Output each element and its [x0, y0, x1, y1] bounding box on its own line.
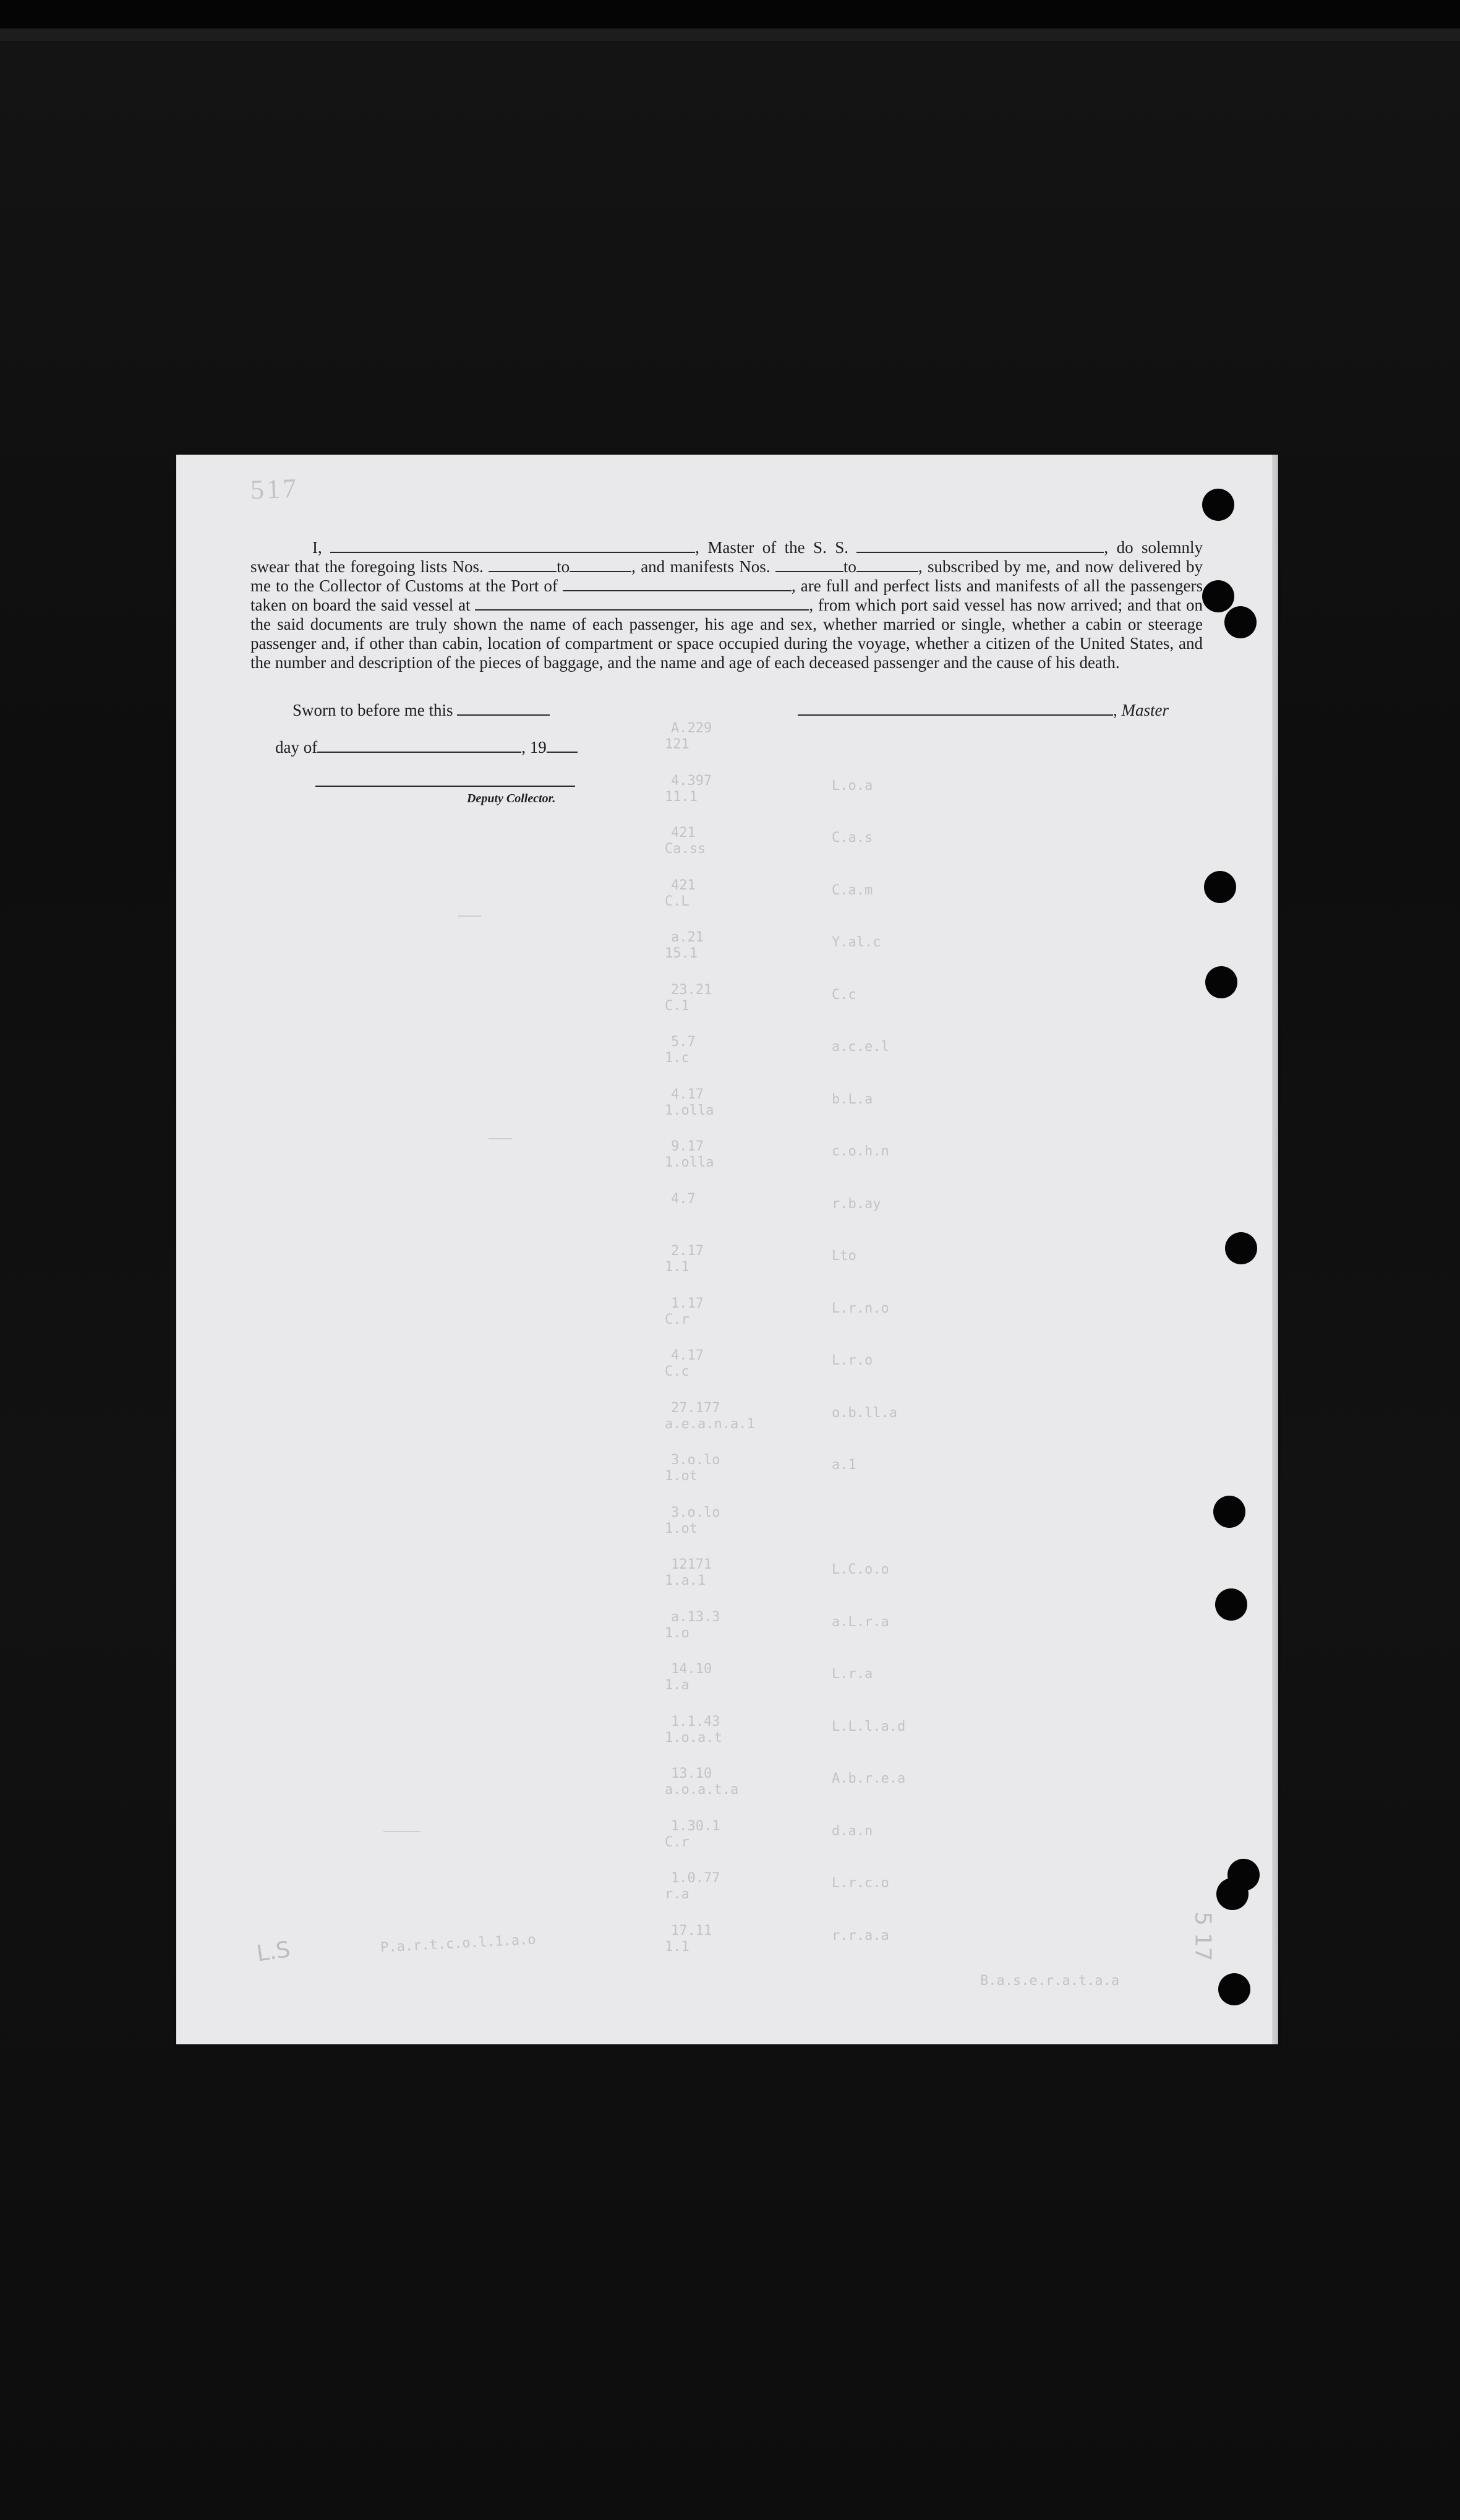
- punch-hole: [1215, 1588, 1247, 1621]
- bleed-row-subtext: a.e.a.n.a.1: [665, 1416, 755, 1432]
- bleed-label-bottom-right: B.a.s.e.r.a.t.a.a: [980, 1973, 1120, 1989]
- bleed-row-label: c.o.h.n: [832, 1144, 889, 1159]
- bleed-row-subtext: 121: [665, 737, 689, 752]
- bleed-row-number: 4.17: [671, 1087, 704, 1102]
- bleed-row-label: r.b.ay: [832, 1196, 881, 1212]
- bleed-row-label: a.c.e.l: [832, 1039, 889, 1055]
- oath-master-of: , Master of the S. S.: [695, 538, 848, 557]
- punch-hole: [1213, 1496, 1245, 1528]
- bleed-stamp-right: 5 17: [1190, 1911, 1216, 1961]
- master-label: , Master: [1113, 701, 1169, 719]
- bleed-row-number: 5.7: [671, 1034, 696, 1050]
- bleed-row-number: A.229: [671, 721, 712, 736]
- bleed-row-subtext: 1.c: [665, 1050, 689, 1066]
- bleed-row-number: 9.17: [671, 1139, 704, 1154]
- bleed-row-label: L.r.c.o: [832, 1875, 889, 1891]
- punch-hole: [1204, 871, 1236, 903]
- oath-rest: , from which port said vessel has now arrived; and that on the said documents are truly shown the name of each passenger, his age and sex, whether married or single, whether a cabin or steerage passenger and, if other than cabin, location of compartment or space occupied during the voyage, whether a citizen of the United States, and the number and description of the pieces of baggage, and the name and age of each deceased passenger and the cause of his death.: [250, 596, 1203, 672]
- bleed-row-label: Y.al.c: [832, 935, 881, 950]
- bleed-row-number: 2.17: [671, 1243, 704, 1259]
- punch-hole: [1202, 580, 1234, 612]
- bleed-row-subtext: 1.o: [665, 1626, 689, 1641]
- bleed-row-number: 13.10: [671, 1766, 712, 1781]
- punch-hole: [1224, 606, 1257, 638]
- bleed-row-label: L.L.l.a.d: [832, 1719, 906, 1734]
- list-from-blank: [489, 557, 557, 572]
- bleed-row-number: 4.17: [671, 1348, 704, 1363]
- bleed-row-subtext: 1.a: [665, 1678, 689, 1693]
- manifest-from-blank: [775, 557, 843, 572]
- bleed-row-number: 27.177: [671, 1400, 720, 1416]
- bleed-row-number: 3.o.lo: [671, 1505, 720, 1520]
- bleed-row-number: 421: [671, 825, 696, 841]
- punch-hole: [1225, 1232, 1257, 1264]
- port-blank: [563, 576, 792, 591]
- bleed-row-number: 1.0.77: [671, 1871, 720, 1886]
- oath-full-perfect: , are full and perfect lists and manifests of all the passengers taken on board the said vessel at: [250, 576, 1203, 614]
- bleed-row-subtext: 1.olla: [665, 1155, 714, 1170]
- bleed-row-number: 4.7: [671, 1191, 696, 1207]
- bleed-row-number: 421: [671, 878, 696, 893]
- document-page: [176, 455, 1278, 2044]
- stray-dash: [383, 1831, 420, 1832]
- bleed-row-label: o.b.ll.a: [832, 1405, 897, 1421]
- bleed-row-subtext: 11.1: [665, 789, 698, 805]
- bleed-row-label: L.r.n.o: [832, 1301, 889, 1316]
- oath-to-1: to: [557, 557, 570, 576]
- deputy-signature-line: [315, 786, 575, 787]
- punch-hole: [1205, 966, 1237, 998]
- punch-hole: [1218, 1973, 1250, 2005]
- bleed-row-subtext: C.c: [665, 1364, 689, 1379]
- bleed-row-label: A.b.r.e.a: [832, 1771, 906, 1786]
- punch-hole: [1202, 489, 1234, 521]
- sworn-row: [292, 701, 550, 720]
- sworn-date-blank: [457, 701, 550, 716]
- oath-and-manifests: , and manifests Nos.: [631, 557, 771, 576]
- master-name-blank: [330, 538, 695, 553]
- bleed-row-subtext: C.r: [665, 1312, 689, 1327]
- scanner-frame-band: [0, 28, 1460, 41]
- bleed-row-label: a.1: [832, 1457, 856, 1473]
- bleed-row-number: a.21: [671, 930, 704, 945]
- bleed-row-number: 23.21: [671, 982, 712, 998]
- bleed-row-number: 1.30.1: [671, 1819, 720, 1834]
- bleed-row-subtext: 1.olla: [665, 1103, 714, 1118]
- year-prefix: , 19: [521, 738, 547, 756]
- corner-page-mark: 517: [250, 473, 299, 505]
- bleed-row-subtext: C.L: [665, 894, 689, 909]
- oath-paragraph: [250, 538, 1203, 672]
- bleed-row-subtext: 1.a.1: [665, 1573, 706, 1588]
- bleed-row-label: C.a.s: [832, 830, 873, 846]
- vessel-port-blank: [475, 596, 809, 611]
- bleed-row-label: C.a.m: [832, 883, 873, 898]
- scanner-frame-top: [0, 0, 1460, 28]
- master-signature-blank: [798, 701, 1113, 716]
- bleed-row-label: L.C.o.o: [832, 1562, 889, 1577]
- bleed-row-subtext: 1.o.a.t: [665, 1730, 722, 1746]
- punch-hole: [1216, 1878, 1249, 1910]
- bleed-row-subtext: C.r: [665, 1835, 689, 1850]
- bleed-row-label: L.r.o: [832, 1353, 873, 1368]
- bleed-row-subtext: 15.1: [665, 946, 698, 961]
- deputy-label: Deputy Collector.: [467, 792, 556, 805]
- ship-name-blank: [856, 538, 1104, 553]
- bleed-row-subtext: 1.ot: [665, 1521, 698, 1536]
- bleed-row-label: L.o.a: [832, 778, 873, 794]
- manifest-to-blank: [856, 557, 918, 572]
- bleed-stamp-left: L.S: [255, 1937, 292, 1967]
- bleed-row-subtext: 1.1: [665, 1259, 689, 1275]
- oath-subscribed: , subscribed by me, and now delivered by me to the Collector of Customs at the Port of: [250, 557, 1203, 595]
- bleed-row-label: b.L.a: [832, 1092, 873, 1107]
- page-edge: [1272, 455, 1278, 2044]
- oath-do-solemnly: , do solemnly swear that the foregoing lists Nos.: [250, 538, 1203, 576]
- bleed-row-number: 3.o.lo: [671, 1452, 720, 1468]
- bleed-row-subtext: C.1: [665, 998, 689, 1014]
- bleed-label-bottom-left: P.a.r.t.c.o.l.1.a.o: [380, 1932, 537, 1956]
- bleed-row-label: Lto: [832, 1248, 856, 1264]
- bleed-row-label: L.r.a: [832, 1666, 873, 1682]
- oath-to-2: to: [843, 557, 856, 576]
- bleed-row-label: C.c: [832, 987, 856, 1003]
- bleed-row-subtext: r.a: [665, 1887, 689, 1902]
- bleed-row-number: 14.10: [671, 1661, 712, 1677]
- day-month-blank: [317, 738, 521, 753]
- bleed-row-subtext: a.o.a.t.a: [665, 1782, 739, 1798]
- bleed-row-subtext: Ca.ss: [665, 841, 706, 857]
- bleed-row-subtext: 1.1: [665, 1939, 689, 1955]
- bleed-row-number: 4.397: [671, 773, 712, 789]
- bleed-row-label: a.L.r.a: [832, 1614, 889, 1630]
- master-signature-row: [798, 701, 1169, 720]
- bleed-row-number: 17.11: [671, 1923, 712, 1939]
- bleed-row-subtext: 1.ot: [665, 1468, 698, 1484]
- stray-dash: [458, 915, 481, 917]
- bleed-row-number: 1.1.43: [671, 1714, 720, 1729]
- bleed-row-number: 12171: [671, 1557, 712, 1572]
- year-blank: [547, 738, 578, 753]
- stray-dash: [489, 1138, 512, 1139]
- list-to-blank: [570, 557, 631, 572]
- day-row: [275, 738, 578, 757]
- oath-i: I,: [312, 538, 322, 557]
- day-of-text: day of: [275, 738, 318, 756]
- sworn-text: Sworn to before me this: [292, 701, 453, 719]
- bleed-row-label: d.a.n: [832, 1824, 873, 1839]
- bleed-row-label: r.r.a.a: [832, 1928, 889, 1944]
- bleed-row-number: a.13.3: [671, 1609, 720, 1625]
- bleed-row-number: 1.17: [671, 1296, 704, 1311]
